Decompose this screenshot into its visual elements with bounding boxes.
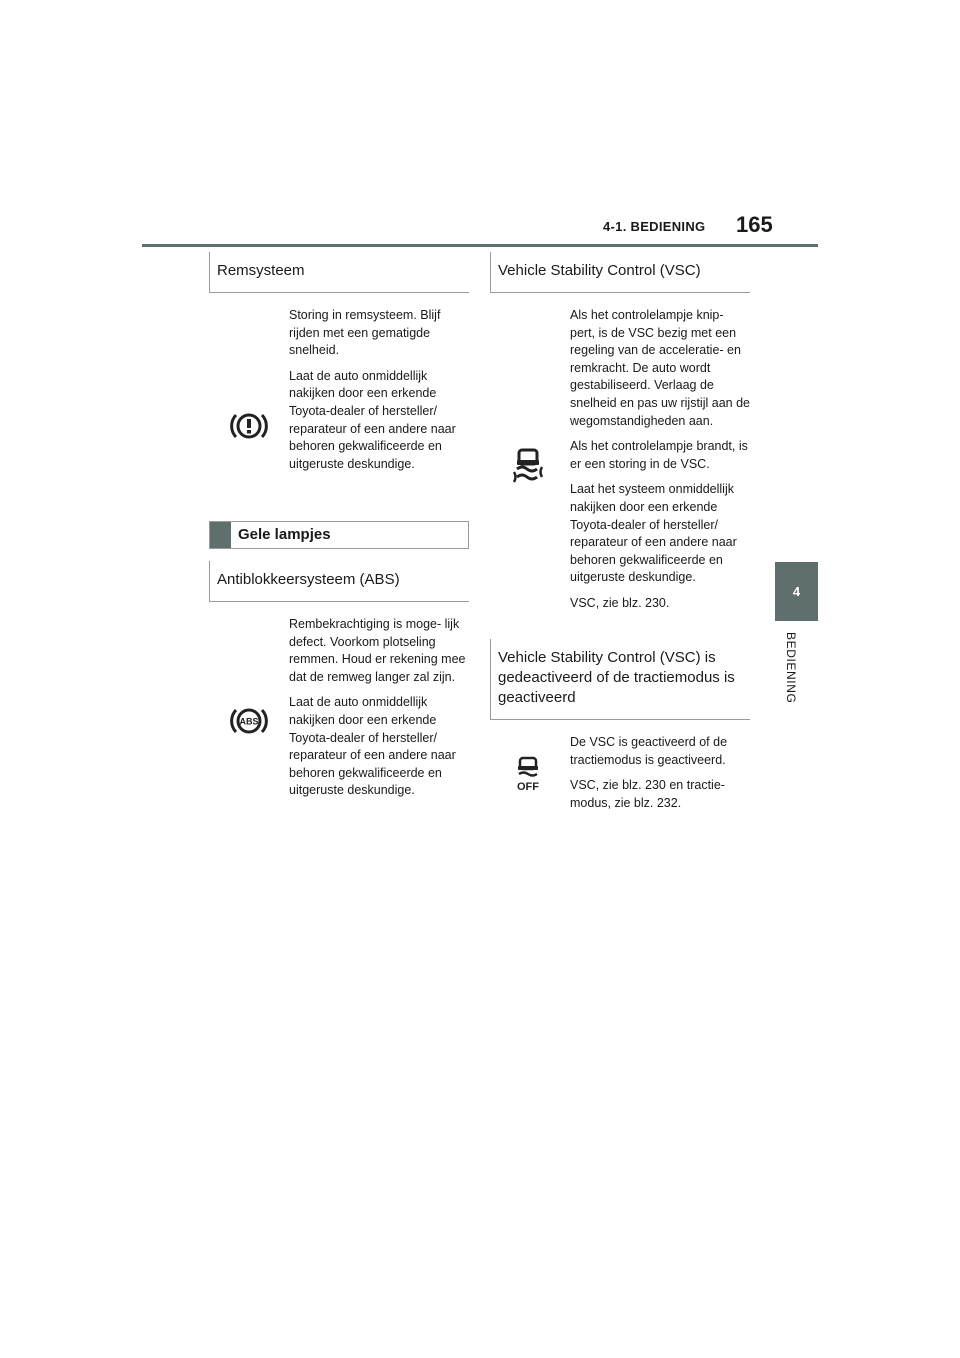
section-heading-vsc-off: Vehicle Stability Control (VSC) is gedeactiveerd of de tractiemodus is geactiveerd — [490, 639, 750, 720]
yellow-lamps-label: Gele lampjes — [238, 526, 331, 543]
chapter-number: 4 — [792, 584, 801, 599]
abs-row — [209, 602, 469, 808]
vsc-skid-icon — [511, 447, 545, 485]
header-rule — [142, 244, 818, 247]
paragraph: Als het controlelampje knip- pert, is de VSC bezig met een regeling van de acceleratie- en remkracht. De auto wordt gestabiliseerd. Verlaag de snelheid en pas uw rijstijl aan de wegomstandigheden aan. — [570, 308, 750, 428]
paragraph: De VSC is geactiveerd of de tractiemodus is geactiveerd. — [570, 735, 728, 767]
paragraph: VSC, zie blz. 230. — [570, 595, 670, 610]
chapter-tab — [775, 562, 818, 621]
page-number: 165 — [736, 212, 773, 237]
paragraph: Laat het systeem onmiddellijk nakijken door een erkende Toyota-dealer of hersteller/ reparateur of een andere naar behoren gekwalificeerde en uitgeruste deskundige. — [570, 482, 737, 585]
vsc-off-row — [490, 720, 750, 820]
right-column — [490, 252, 750, 820]
vsc-off-icon — [511, 756, 545, 794]
paragraph: VSC, zie blz. 230 en tractie- modus, zie blz. 232. — [570, 778, 725, 810]
heading-marker — [210, 522, 231, 548]
paragraph: Laat de auto onmiddellijk nakijken door een erkende Toyota-dealer of hersteller/ reparateur of een andere naar behoren gekwalificeerde en uitgeruste deskundige. — [289, 695, 456, 798]
remsysteem-row — [209, 293, 469, 503]
vsc-row — [490, 293, 750, 627]
abs-icon — [230, 704, 268, 738]
section-title: 4-1. BEDIENING — [603, 219, 706, 234]
section-heading-remsysteem: Remsysteem — [209, 252, 469, 293]
vsc-off-label: OFF — [517, 781, 539, 793]
paragraph: Laat de auto onmiddellijk nakijken door een erkende Toyota-dealer of hersteller/ reparateur of een andere naar behoren gekwalificeerde en uitgeruste deskundige. — [289, 368, 456, 471]
brake-warning-icon — [230, 409, 268, 443]
section-heading-vsc: Vehicle Stability Control (VSC) — [490, 252, 750, 293]
paragraph: Storing in remsysteem. Blijf rijden met een gematigde snelheid. — [289, 308, 441, 358]
paragraph: Als het controlelampje brandt, is er een storing in de VSC. — [570, 439, 748, 471]
left-column — [209, 252, 469, 808]
chapter-label: BEDIENING — [784, 632, 798, 704]
svg-text:ABS: ABS — [239, 716, 259, 727]
yellow-lamps-heading — [209, 521, 469, 549]
section-heading-abs: Antiblokkeersysteem (ABS) — [209, 561, 469, 602]
paragraph: Rembekrachtiging is moge- lijk defect. Voorkom plotseling remmen. Houd er rekening mee dat de remweg langer zal zijn. — [289, 617, 466, 684]
